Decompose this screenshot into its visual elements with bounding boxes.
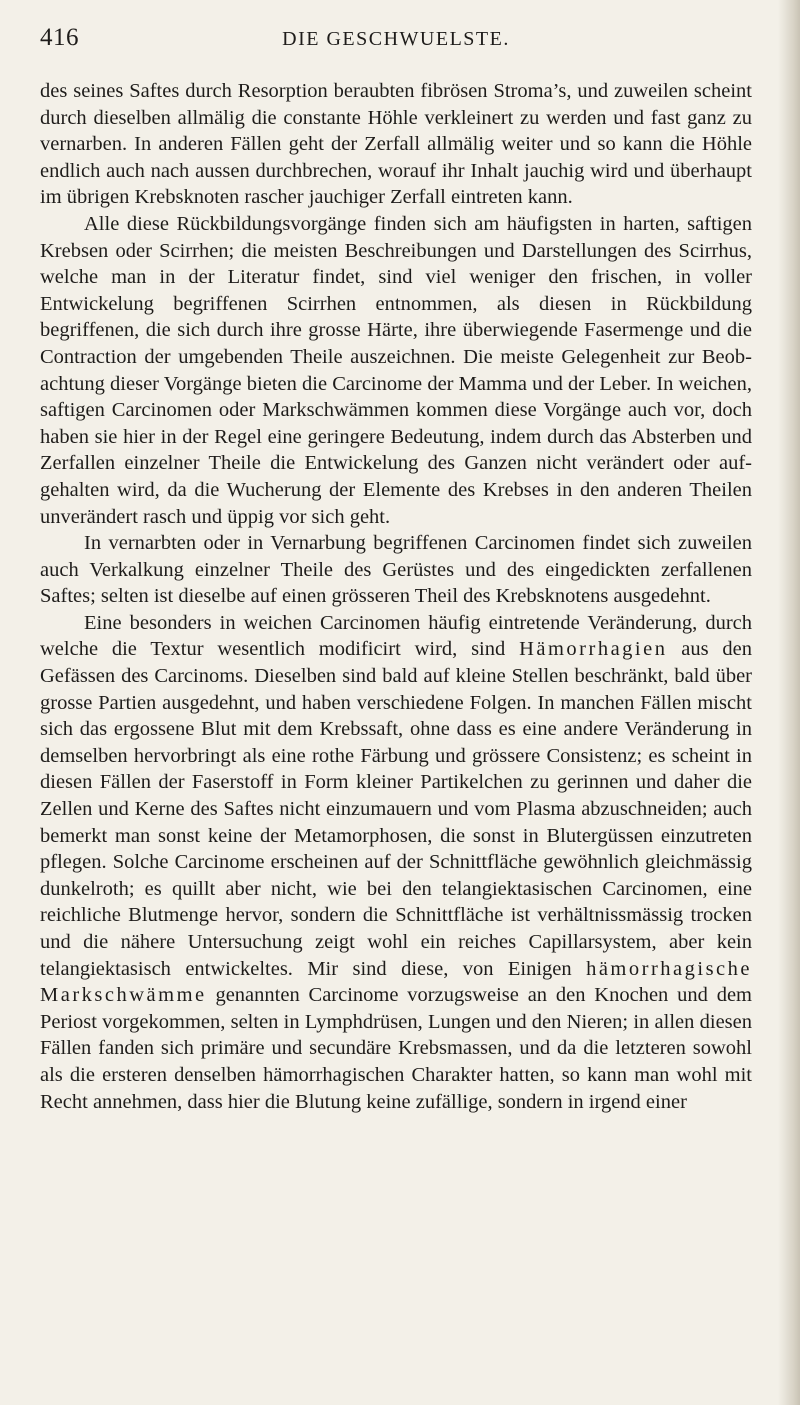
paragraph-4-part-3: genannten Carcinome vorzugsweise an den Knochen und dem Periost vorgekommen, selten in Lymphdrüsen, Lungen und den Nieren; in allen diesen Fällen fanden sich primäre und secundäre Krebsmassen, und da die letzteren sowohl als die ersteren denselben hämorrhagischen Charakter hatten, so kann man wohl mit Recht annehmen, dass hier die Blutung keine zufällige, sondern in irgend einer (40, 984, 752, 1113)
term-haemorrhagien: Hämorrhagien (519, 638, 668, 661)
paragraph-4-part-1: Eine besonders in weichen Carcinomen häufig eintretende Veränderung, durch welche die Textur wesentlich modificirt wird, sind (40, 611, 752, 661)
running-title: DIE GESCHWUELSTE. (282, 28, 510, 50)
paragraph-4-part-2: aus den Gefässen des Carcinoms. Dieselben sind bald auf kleine Stellen beschränkt, bald über grosse Partien ausgedehnt, und haben verschiedene Folgen. In manchen Fällen mischt sich das ergossene Blut mit dem Krebssaft, ohne dass es eine andere Veränderung in demselben hervorbringt als eine rothe Färbung und grössere Consistenz; es scheint in diesen Fällen der Faserstoff in Form kleiner Partikelchen zu gerinnen und daher die Zellen und Kerne des Saftes nicht einzumauern und vom Plasma abzuschneiden; auch bemerkt man sonst keine der Metamorphosen, die sonst in Blutergüssen einzutreten pflegen. Solche Carcinome erscheinen auf der Schnittfläche gewöhnlich gleichmässig dunkelroth; es quillt aber nicht, wie bei den telangiektasischen Carcinomen, eine reichliche Blutmenge hervor, sondern die Schnittfläche ist verhältnissmässig trocken und die nähere Untersuchung zeigt wohl ein reiches Capillarsystem, aber kein telangiektasisch entwickeltes. Mir sind diese, von Einigen (40, 638, 752, 980)
page-number: 416 (40, 24, 79, 51)
paragraph-4 (40, 610, 752, 1115)
term-haemorrhagische-markschwaemme: hämorrhagische Markschwämme (40, 957, 752, 1007)
page-edge-shadow (778, 0, 800, 1405)
paragraph-2: Alle diese Rückbildungsvorgänge finden sich am häufigsten in harten, saftigen Krebsen oder Scirrhen; die meisten Beschreibungen und Darstellungen des Scirrhus, welche man in der Literatur findet, sind viel weniger den frischen, in voller Entwickelung begriffenen Scirrhen entnommen, als diesen in Rückbildung begriffenen, die sich durch ihre grosse Härte, ihre überwiegende Fasermenge und die Contraction der umgebenden Theile auszeichnen. Die meiste Gelegenheit zur Beobachtung dieser Vorgänge bieten die Carcinome der Mamma und der Leber. In weichen, saftigen Carcinomen oder Markschwämmen kommen diese Vorgänge auch vor, doch haben sie hier in der Regel eine geringere Bedeutung, indem durch das Absterben und Zerfallen einzelner Theile die Entwickelung des Ganzen nicht verändert oder aufgehalten wird, da die Wucherung der Elemente des Krebses in den anderen Theilen unverändert rasch und üppig vor sich geht. (40, 212, 752, 528)
body-text (40, 78, 752, 1115)
paragraph-3: In vernarbten oder in Vernarbung begriffenen Carcinomen findet sich zuweilen auch Verkalkung einzelner Theile des Gerüstes und des eingedickten zerfallenen Saftes; selten ist dieselbe auf einen grösseren Theil des Krebsknotens ausgedehnt. (40, 532, 752, 608)
paragraph-1: des seines Saftes durch Resorption beraubten fibrösen Stroma’s, und zuweilen scheint durch dieselben allmälig die constante Höhle verkleinert zu werden und fast ganz zu vernarben. In anderen Fällen geht der Zerfall allmälig weiter und so kann die Höhle endlich auch nach aussen durchbrechen, worauf ihr Inhalt jauchig wird und überhaupt im übrigen Krebsknoten rascher jauchiger Zerfall eintreten kann. (40, 80, 752, 209)
page-header (40, 24, 752, 64)
